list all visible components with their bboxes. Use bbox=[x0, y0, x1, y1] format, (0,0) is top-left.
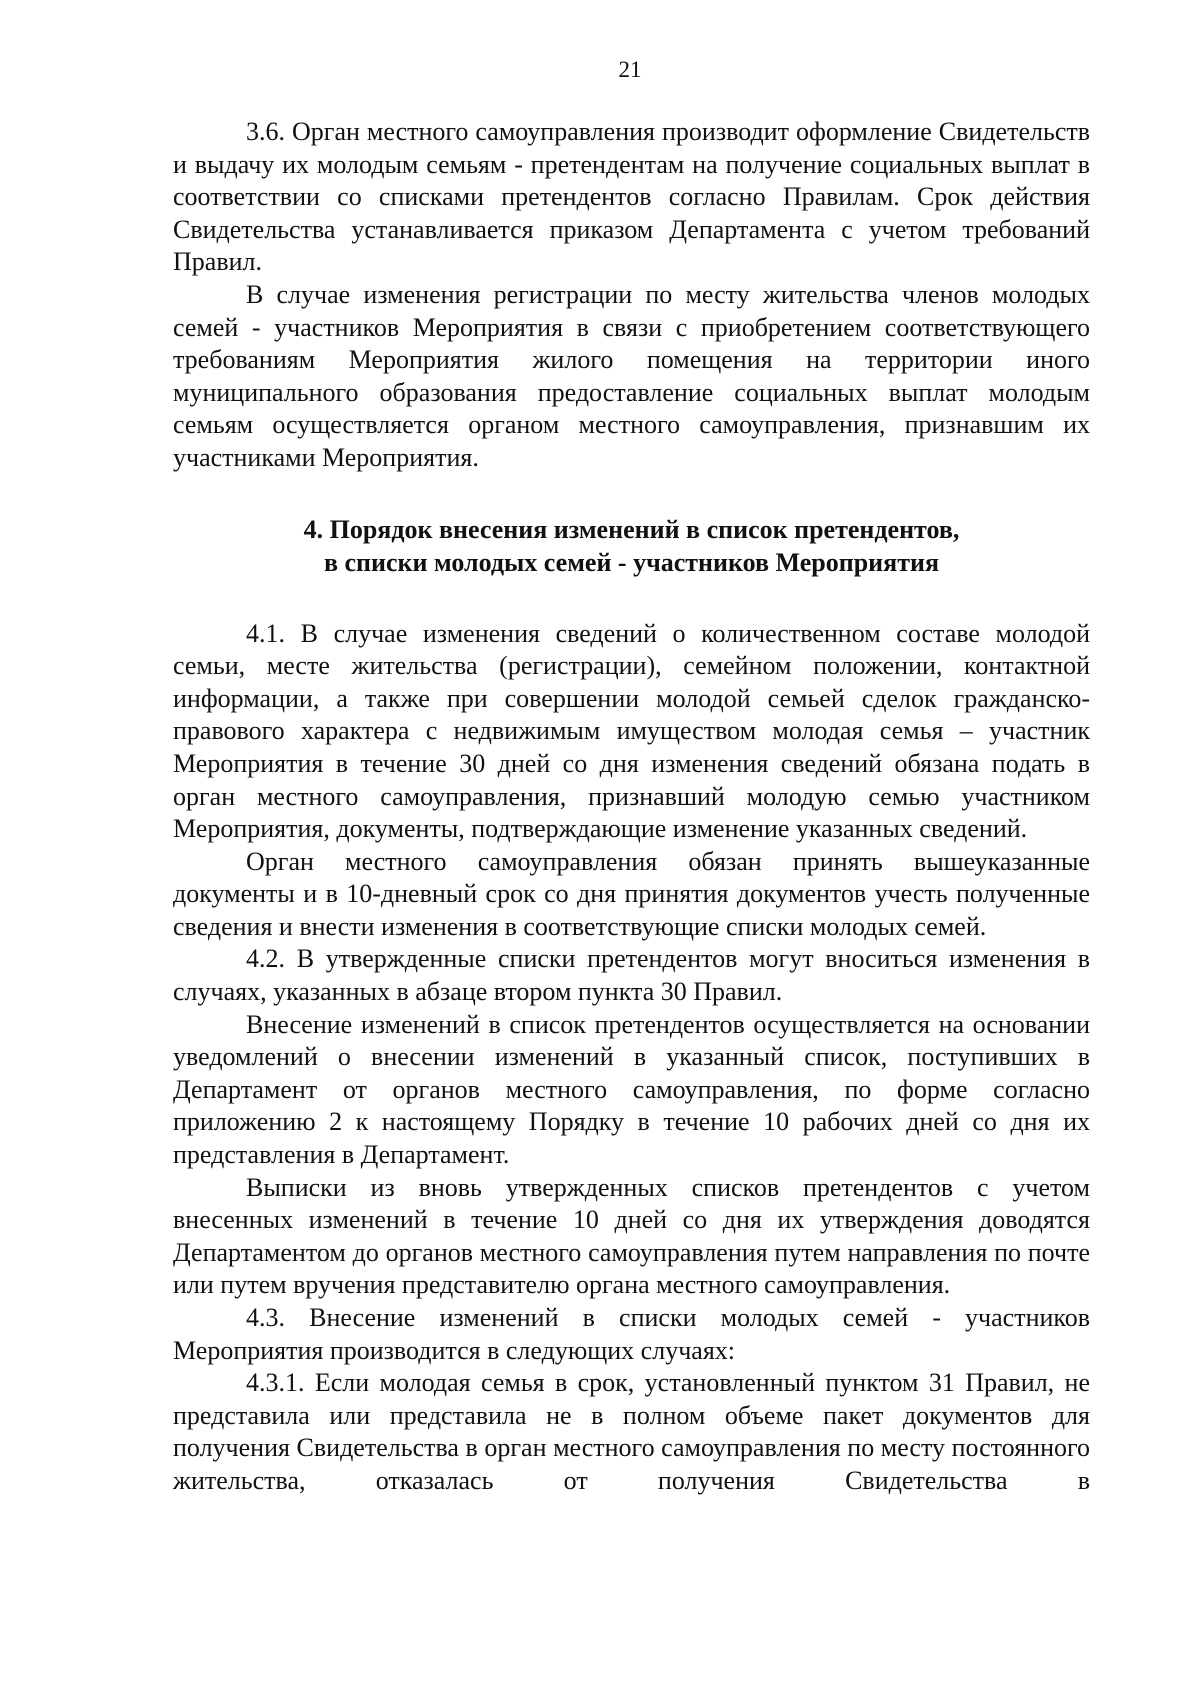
paragraph-3-6: 3.6. Орган местного самоуправления производит оформление Свидетельств и выдачу их молодым семьям - претендентам на получение социальных выплат в соответствии со списками претендентов согласно Правилам. Срок действия Свидетельства устанавливается приказом Департамента с учетом требований Правил. bbox=[173, 117, 1090, 277]
section-4-heading-line-1: 4. Порядок внесения изменений в список претендентов, bbox=[303, 514, 960, 544]
paragraph-4-2-extracts: Выписки из вновь утвержденных списков претендентов с учетом внесенных изменений в течение 10 дней со дня их утверждения доводятся Департаментом до органов местного самоуправления путем направления по почте или путем вручения представителю органа местного самоуправления. bbox=[173, 1172, 1090, 1300]
paragraph-4-2: 4.2. В утвержденные списки претендентов могут вноситься изменения в случаях, указанных в абзаце втором пункта 30 Правил. bbox=[173, 944, 1090, 1007]
paragraph-4-3: 4.3. Внесение изменений в списки молодых семей - участников Мероприятия производится в следующих случаях: bbox=[173, 1303, 1090, 1365]
section-4-heading bbox=[173, 513, 1090, 579]
paragraph-4-1-obligation: Орган местного самоуправления обязан принять вышеуказанные документы и в 10-дневный срок со дня принятия документов учесть полученные сведения и внести изменения в соответствующие списки молодых семей. bbox=[173, 846, 1090, 941]
page-number: 21 bbox=[618, 57, 642, 82]
paragraph-4-1: 4.1. В случае изменения сведений о количественном составе молодой семьи, месте жительства (регистрации), семейном положении, контактной информации, а также при совершении молодой семьей сделок гражданско-правового характера с недвижимым имуществом молодая семья – участник Мероприятия в течение 30 дней со дня изменения сведений обязана подать в орган местного самоуправления, признавший молодую семью участником Мероприятия, документы, подтверждающие изменение указанных сведений. bbox=[173, 618, 1090, 844]
document-body bbox=[173, 116, 1090, 1498]
paragraph-4-2-procedure: Внесение изменений в список претендентов осуществляется на основании уведомлений о внесении изменений в указанный список, поступивших в Департамент от органов местного самоуправления, по форме согласно приложению 2 к настоящему Порядку в течение 10 рабочих дней со дня их представления в Департамент. bbox=[173, 1009, 1090, 1170]
paragraph-4-3-1: 4.3.1. Если молодая семья в срок, установленный пунктом 31 Правил, не представила или представила не в полном объеме пакет документов для получения Свидетельства в орган местного самоуправления по месту постоянного жительства, отказалась от получения Свидетельства в bbox=[173, 1368, 1090, 1495]
section-4-heading-line-2: в списки молодых семей - участников Мероприятия bbox=[323, 547, 940, 577]
paragraph-registration-change: В случае изменения регистрации по месту жительства членов молодых семей - участников Мероприятия в связи с приобретением соответствующего требованиям Мероприятия жилого помещения на территории иного муниципального образования предоставление социальных выплат молодым семьям осуществляется органом местного самоуправления, признавшим их участниками Мероприятия. bbox=[173, 279, 1090, 472]
